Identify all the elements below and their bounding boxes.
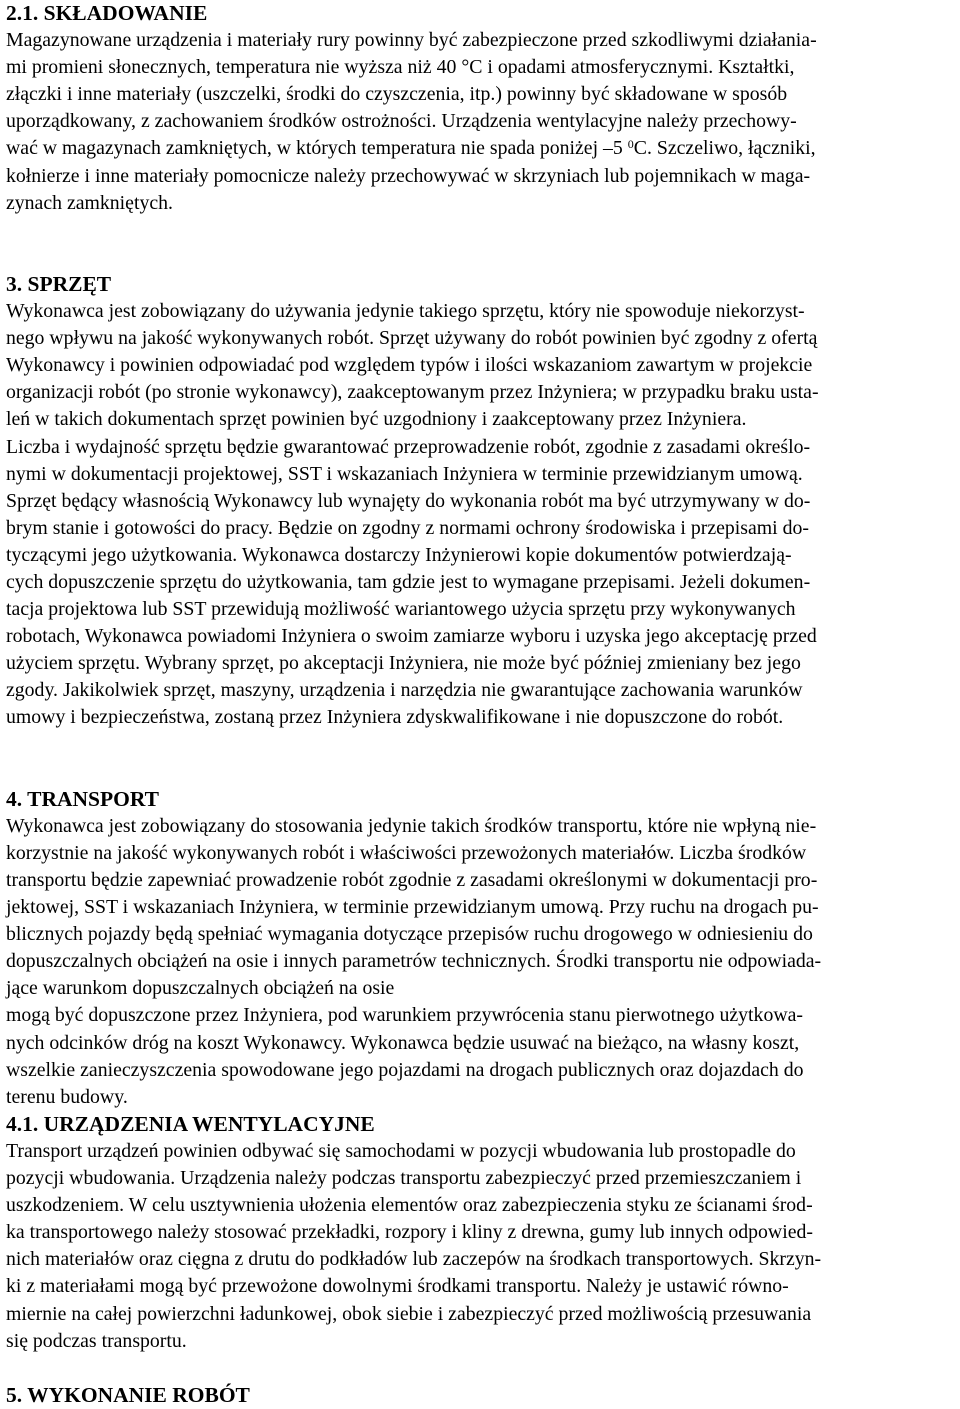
section-heading: 3. SPRZĘT	[6, 271, 112, 296]
paragraph-line: terenu budowy.	[6, 1085, 128, 1108]
paragraph-line: korzystnie na jakość wykonywanych robót i właściwości przewożonych materiałów. Liczba środków	[6, 841, 807, 864]
paragraph-line: użyciem sprzętu. Wybrany sprzęt, po akceptacji Inżyniera, nie może być później zmieniany bez jego	[6, 652, 801, 675]
paragraph-line: Wykonawca jest zobowiązany do stosowania jedynie takich środków transportu, które nie wpłyną nie-	[6, 814, 817, 837]
paragraph-line: mi promieni słonecznych, temperatura nie wyższa niż 40 °C i opadami atmosferycznymi. Kształtki,	[6, 56, 795, 79]
paragraph-line: nich materiałów oraz cięgna z drutu do podkładów lub zaczepów na środkach transportowych. Skrzyn-	[6, 1248, 822, 1271]
paragraph-line: blicznych pojazdy będą spełniać wymagania dotyczące przepisów ruchu drogowego w odniesieniu do	[6, 923, 813, 946]
paragraph-line: Sprzęt będący własnością Wykonawcy lub wynajęty do wykonania robót ma być utrzymywany w do-	[6, 489, 811, 512]
paragraph-line: nego wpływu na jakość wykonywanych robót. Sprzęt używany do robót powinien być zgodny z ofertą	[6, 327, 818, 350]
paragraph-line: tyczącymi jego użytkowania. Wykonawca dostarczy Inżynierowi kopie dokumentów potwierdzają-	[6, 543, 792, 566]
paragraph-line: zgody. Jakikolwiek sprzęt, maszyny, urządzenia i narzędzia nie gwarantujące zachowania warunków	[6, 679, 803, 702]
section-heading: 2.1. SKŁADOWANIE	[6, 1, 208, 25]
paragraph-line	[6, 135, 958, 162]
paragraph-line: robotach, Wykonawca powiadomi Inżyniera o swoim zamiarze wyboru i uzyska jego akceptację przed	[6, 625, 817, 648]
paragraph-line: pozycji wbudowania. Urządzenia należy podczas transportu zabezpieczyć przed przemieszczaniem i	[6, 1167, 802, 1190]
spacer	[6, 1355, 958, 1382]
paragraph-line: Liczba i wydajność sprzętu będzie gwarantować przeprowadzenie robót, zgodnie z zasadami określo-	[6, 435, 811, 458]
document-page	[6, 0, 958, 1409]
paragraph-line: jące warunkom dopuszczalnych obciążeń na osie	[6, 977, 395, 1000]
degree-superscript: 0	[627, 137, 634, 152]
paragraph-line: mogą być dopuszczone przez Inżyniera, pod warunkiem przywrócenia stanu pierwotnego użytkowa-	[6, 1004, 803, 1027]
line-text: wać w magazynach zamkniętych, w których temperatura nie spada poniżej –5	[6, 137, 628, 160]
section-sprzet	[6, 271, 958, 732]
paragraph-line: leń w takich dokumentach sprzęt powinien być uzgodniony i zaakceptowany przez Inżyniera.	[6, 408, 747, 431]
paragraph-line: organizacji robót (po stronie wykonawcy), zaakceptowanym przez Inżyniera; w przypadku braku usta-	[6, 381, 819, 404]
paragraph-line: Wykonawca jest zobowiązany do używania jedynie takiego sprzętu, który nie spowoduje niekorzyst-	[6, 300, 805, 323]
spacer	[6, 732, 958, 786]
section-heading: 4.1. URZĄDZENIA WENTYLACYJNE	[6, 1111, 375, 1136]
line-text: C. Szczeliwo, łączniki,	[633, 137, 816, 160]
paragraph-line: miernie na całej powierzchni ładunkowej, obok siebie i zabezpieczyć przed możliwością przesuwania	[6, 1302, 812, 1325]
paragraph-line: brym stanie i gotowości do pracy. Będzie on zgodny z normami ochrony środowiska i przepisami do-	[6, 516, 809, 539]
section-urzadzenia-wentylacyjne	[6, 1111, 958, 1355]
section-transport	[6, 786, 958, 1111]
paragraph-line: ka transportowego należy stosować przekładki, rozpory i kliny z drewna, gumy lub innych odpowied-	[6, 1221, 813, 1244]
paragraph-line: transportu będzie zapewniać prowadzenie robót zgodnie z zasadami określonymi w dokumentacji pro-	[6, 869, 818, 891]
paragraph-line: ki z materiałami mogą być przewożone dowolnymi środkami transportu. Należy je ustawić równo-	[6, 1275, 789, 1298]
paragraph-line: nych odcinków dróg na koszt Wykonawcy. Wykonawca będzie usuwać na bieżąco, na własny koszt,	[6, 1031, 800, 1054]
paragraph-line: uszkodzeniem. W celu usztywnienia ułożenia elementów oraz zabezpieczenia styku ze ścianami środ-	[6, 1194, 813, 1217]
paragraph-line: umowy i bezpieczeństwa, zostaną przez Inżyniera zdyskwalifikowane i nie dopuszczone do robót.	[6, 706, 784, 729]
spacer	[6, 217, 958, 271]
paragraph-line: kołnierze i inne materiały pomocnicze należy przechowywać w skrzyniach lub pojemnikach w maga-	[6, 164, 811, 187]
section-heading: 5. WYKONANIE ROBÓT	[6, 1382, 250, 1407]
section-heading: 4. TRANSPORT	[6, 786, 159, 811]
paragraph-line: Wykonawcy i powinien odpowiadać pod względem typów i ilości wskazaniom zawartym w projekcie	[6, 354, 813, 377]
paragraph-line: złączki i inne materiały (uszczelki, środki do czyszczenia, itp.) powinny być składowane w sposób	[6, 83, 788, 106]
paragraph-line: dopuszczalnych obciążeń na osie i innych parametrów technicznych. Środki transportu nie odpowiada-	[6, 950, 822, 973]
paragraph-line: zynach zamkniętych.	[6, 191, 173, 214]
section-wykonanie-robot	[6, 1382, 958, 1409]
paragraph-line: się podczas transportu.	[6, 1329, 187, 1352]
section-skladowanie	[6, 0, 958, 217]
paragraph-line: uporządkowany, z zachowaniem środków ostrożności. Urządzenia wentylacyjne należy przechowy-	[6, 110, 797, 133]
paragraph-line: cych dopuszczenie sprzętu do użytkowania, tam gdzie jest to wymagane przepisami. Jeżeli dokumen-	[6, 570, 811, 593]
paragraph-line: nymi w dokumentacji projektowej, SST i wskazaniach Inżyniera w terminie przewidzianym umową.	[6, 462, 803, 485]
paragraph-line: Magazynowane urządzenia i materiały rury powinny być zabezpieczone przed szkodliwymi działania-	[6, 29, 817, 52]
paragraph-line: wszelkie zanieczyszczenia spowodowane jego pojazdami na drogach publicznych oraz dojazdach do	[6, 1058, 804, 1081]
paragraph-line: tacja projektowa lub SST przewidują możliwość wariantowego użycia sprzętu przy wykonywanych	[6, 598, 796, 621]
paragraph-line: jektowej, SST i wskazaniach Inżyniera, w terminie przewidzianym umową. Przy ruchu na drogach pu-	[6, 896, 819, 919]
paragraph-line: Transport urządzeń powinien odbywać się samochodami w pozycji wbudowania lub prostopadle do	[6, 1139, 796, 1162]
